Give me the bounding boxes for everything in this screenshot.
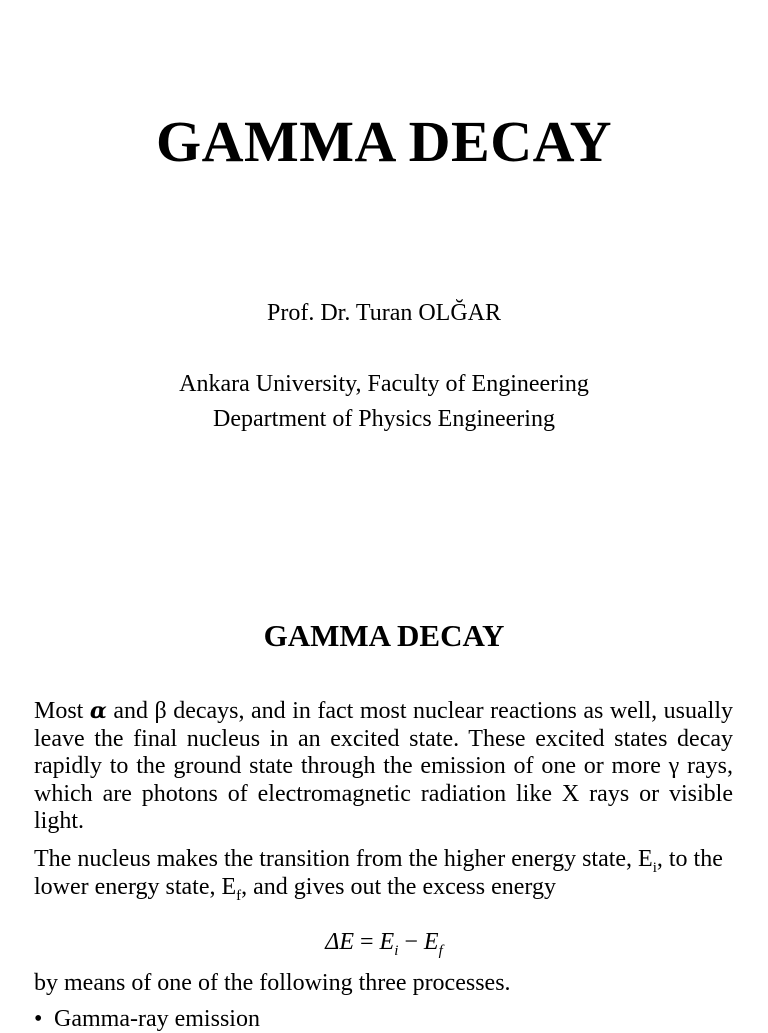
equation-lhs: ΔE <box>325 929 354 955</box>
energy-equation <box>0 929 768 959</box>
para2-text-3: , and gives out the excess energy <box>241 873 556 900</box>
affiliation-university: Ankara University, Faculty of Engineering <box>179 371 589 397</box>
subscript-f: f <box>236 887 242 904</box>
para1-first-word: Most <box>34 698 84 724</box>
intro-paragraph <box>34 698 733 836</box>
bullet-text: Gamma-ray emission <box>54 1006 260 1032</box>
equation-ef-sub: f <box>438 942 443 959</box>
para1-text: and β decays, and in fact most nuclear reactions as well, usually leave the final nucleus in an excited state. These excited states decay rapidly to the ground state through the emission of one or more γ rays, which are photons of electromagnetic radiation like X rays or visible light. <box>34 698 733 834</box>
equation-equals: = <box>353 929 380 955</box>
subscript-i: i <box>652 859 657 876</box>
author-name: Prof. Dr. Turan OLĞAR <box>266 300 502 326</box>
content-slide <box>0 580 768 1032</box>
equation-minus: − <box>398 929 424 955</box>
affiliation-department: Department of Physics Engineering <box>213 406 555 432</box>
equation-ef: E <box>423 929 439 955</box>
section-title: GAMMA DECAY <box>263 618 505 653</box>
processes-intro: by means of one of the following three processes. <box>34 970 511 996</box>
para2-text-1: The nucleus makes the transition from the higher energy state, E <box>34 846 653 872</box>
equation-ei: E <box>379 929 395 955</box>
transition-paragraph <box>34 846 733 904</box>
equation-ei-sub: i <box>394 942 399 959</box>
list-item <box>34 1006 260 1033</box>
para2-text-2: , to the lower energy state, E <box>34 846 723 900</box>
alpha-symbol: α <box>89 698 107 724</box>
bullet-icon: • <box>34 1006 43 1032</box>
main-title: GAMMA DECAY <box>155 109 613 174</box>
